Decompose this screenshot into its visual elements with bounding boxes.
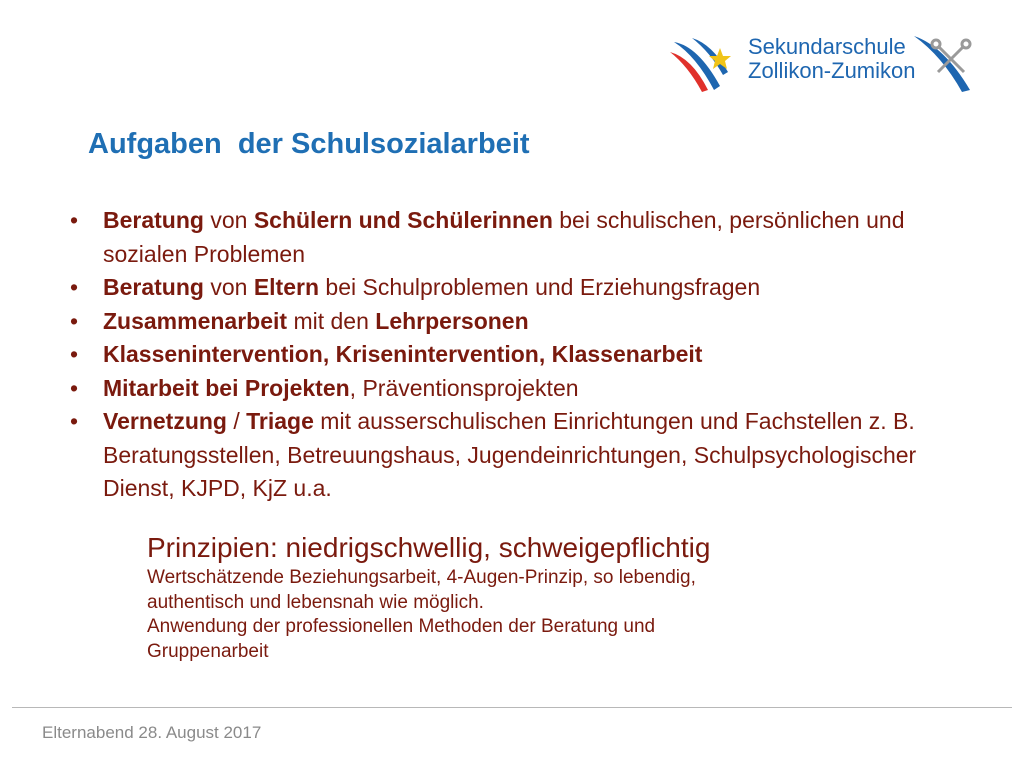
body-text: bei schulischen, persönlichen und sozialen Problemen: [103, 207, 905, 267]
bullet-icon: •: [70, 341, 79, 367]
body-text: /: [226, 408, 247, 434]
emphasis-text: Mitarbeit bei Projekten: [103, 374, 350, 401]
bullet-icon: •: [70, 307, 79, 334]
emphasis-text: Lehrpersonen: [375, 307, 529, 334]
principles-line: authentisch und lebensnah wie möglich.: [147, 591, 484, 613]
principles-line: Anwendung der professionellen Methoden der Beratung und: [147, 616, 656, 637]
footer-divider: [12, 707, 1012, 708]
list-item: [70, 405, 970, 506]
school-name: [748, 35, 916, 83]
list-item: [70, 271, 970, 305]
body-text: mit den: [287, 307, 376, 334]
emphasis-text: Eltern: [253, 274, 320, 300]
bullet-icon: •: [70, 274, 79, 300]
school-logo: [668, 28, 978, 98]
emphasis-text: Klassenintervention, Krisenintervention, Klassenarbeit: [103, 341, 703, 367]
task-list: [70, 204, 970, 506]
footer-text: Elternabend 28. August 2017: [42, 723, 262, 742]
school-name-line1: Sekundarschule: [748, 34, 906, 59]
emphasis-text: Vernetzung: [103, 408, 227, 434]
body-text: mit ausserschulischen Einrichtungen und Fachstellen z. B. Beratungsstellen, Betreuungshaus, Jugendeinrichtungen, Schulpsychologischer Dienst, KJPD, KjZ u.a.: [103, 408, 917, 501]
emphasis-text: Triage: [246, 408, 314, 434]
school-name-line2: Zollikon-Zumikon: [748, 58, 916, 83]
principles-line: Gruppenarbeit: [147, 640, 269, 662]
principles-block: [147, 530, 947, 664]
emphasis-text: Schülern und Schülerinnen: [253, 207, 553, 233]
body-text: von: [203, 207, 254, 233]
slide-title: Aufgaben der Schulsozialarbeit: [88, 128, 530, 160]
emphasis-text: Beratung: [103, 274, 204, 300]
bullet-icon: •: [70, 408, 79, 434]
list-item: [70, 372, 970, 406]
list-item: [70, 305, 970, 339]
list-item: [70, 204, 970, 271]
principles-line: Wertschätzende Beziehungsarbeit, 4-Augen-Prinzip, so lebendig,: [147, 567, 696, 588]
body-text: bei Schulproblemen und Erziehungsfragen: [319, 274, 761, 300]
bullet-icon: •: [70, 207, 79, 233]
body-text: , Präventionsprojekten: [349, 374, 579, 401]
emphasis-text: Zusammenarbeit: [103, 307, 288, 334]
principles-heading: Prinzipien: niedrigschwellig, schweigepflichtig: [147, 532, 711, 563]
emphasis-text: Beratung: [103, 207, 204, 233]
body-text: von: [203, 274, 254, 300]
bullet-icon: •: [70, 374, 79, 401]
list-item: [70, 338, 970, 372]
